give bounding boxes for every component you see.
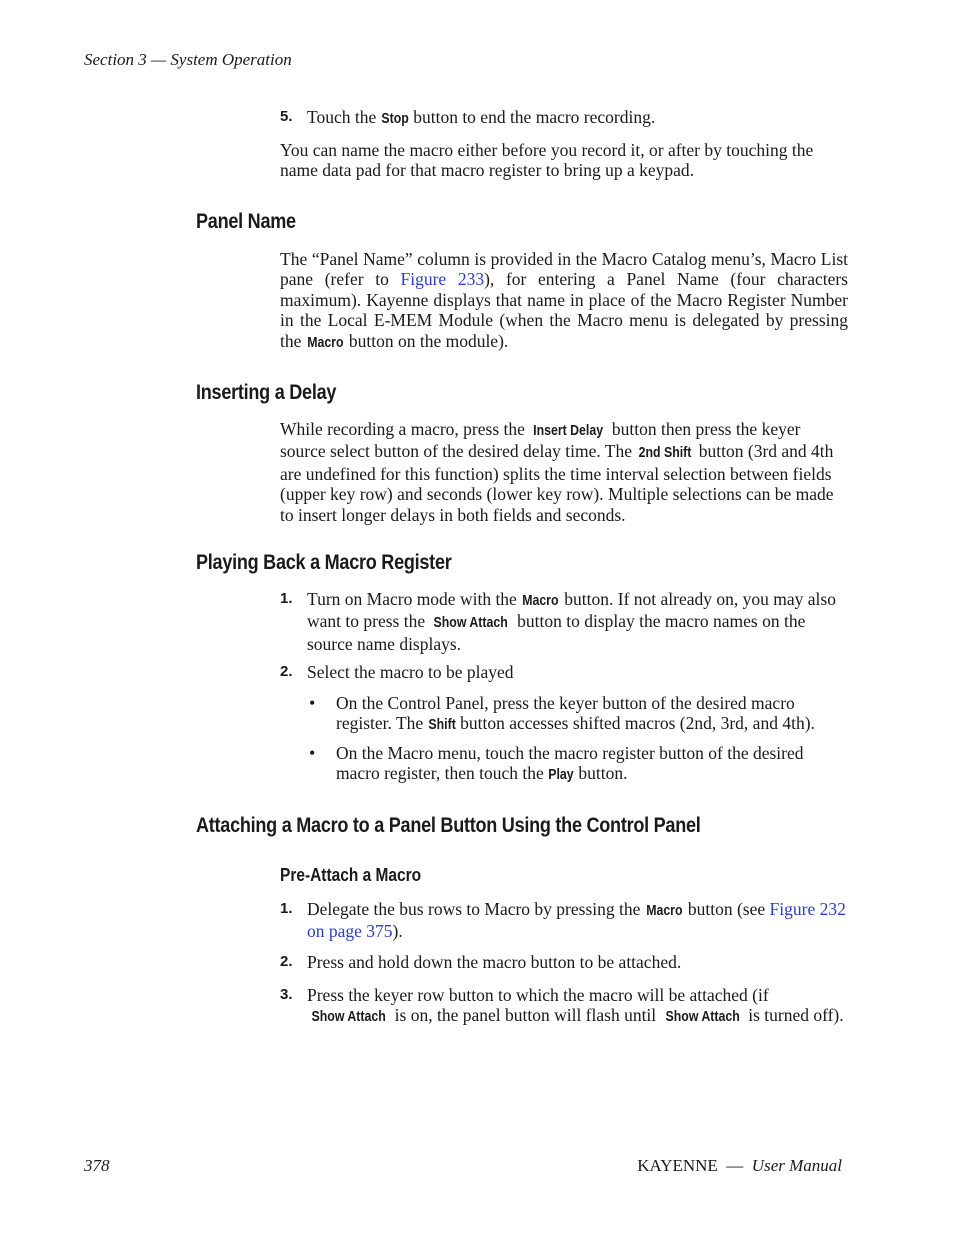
ui-button-label: Macro (306, 334, 344, 351)
paragraph: While recording a macro, press the Insert Delay button then press the keyer source select button of the desired delay time. The 2nd Shift button (3rd and 4th are undefined for this function) splits the time interval selection between fields (upper key row) and seconds (lower key row). Multiple selections can be made to insert longer delays in both fields and seconds. (280, 419, 834, 525)
ui-button-label: Play (548, 767, 574, 784)
ui-button-label: Insert Delay (533, 423, 604, 439)
ui-button-label: Shift (427, 717, 456, 734)
ui-button-label: Show Attach (665, 1009, 740, 1026)
paragraph: You can name the macro either before you record it, or after by touching the name data pad for that macro register to bring up a keypad. (280, 140, 814, 181)
bullet-text: On the Control Panel, press the keyer button of the desired macro register. The Shift button accesses shifted macros (2nd, 3rd, and 4th). (336, 693, 848, 736)
bullet-mark: • (309, 693, 316, 713)
page-number: 378 (84, 1156, 110, 1175)
ui-button-label: Macro (522, 593, 559, 609)
section-heading: Panel Name (196, 210, 296, 233)
section-heading: Attaching a Macro to a Panel Button Using the Control Panel (196, 814, 701, 837)
ui-button-label: 2nd Shift (639, 445, 692, 462)
bullet-text: On the Macro menu, touch the macro register button of the desired macro register, then touch the Play button. (336, 743, 848, 786)
step-number: 1. (280, 900, 293, 917)
ui-button-label: Stop (381, 111, 409, 127)
figure-link[interactable]: Figure 233 (400, 269, 485, 290)
bullet-mark: • (309, 743, 316, 763)
step-number: 5. (280, 108, 293, 125)
ui-button-label: Show Attach (434, 615, 509, 632)
step-number: 1. (280, 590, 293, 607)
ui-button-label: Show Attach (311, 1009, 386, 1026)
step-text: Touch the Stop button to end the macro recording. (307, 107, 847, 129)
step-number: 2. (280, 953, 293, 970)
step-text: Press the keyer row button to which the macro will be attached (if Show Attach is on, the panel button will flash until Show Attach is turned off). (307, 985, 847, 1028)
section-heading: Playing Back a Macro Register (196, 551, 452, 574)
paragraph: The “Panel Name” column is provided in the Macro Catalog menu’s, Macro List pane (refer to Figure 233), for entering a Panel Name (four characters maximum). Kayenne displays that name in place of the Macro Register Number in the Local E-MEM Module (when the Macro menu is delegated by pressing the Macro button on the module). (280, 249, 848, 353)
step-text: Press and hold down the macro button to be attached. (307, 952, 682, 972)
running-header: Section 3 — System Operation (84, 50, 292, 69)
running-footer: KAYENNE — User Manual (637, 1156, 842, 1175)
step-number: 3. (280, 986, 293, 1003)
ui-button-label: Macro (645, 903, 683, 919)
step-text: Select the macro to be played (307, 662, 514, 682)
figure-link[interactable]: Figure 232 on page 375 (307, 899, 846, 942)
section-heading: Inserting a Delay (196, 381, 337, 404)
step-text: Delegate the bus rows to Macro by pressing the Macro button (see Figure 232 on page 375). (307, 899, 846, 942)
subsection-heading: Pre-Attach a Macro (280, 865, 422, 885)
step-number: 2. (280, 663, 293, 680)
step-text: Turn on Macro mode with the Macro button. If not already on, you may also want to press the Show Attach button to display the macro names on the source name displays. (307, 589, 836, 654)
